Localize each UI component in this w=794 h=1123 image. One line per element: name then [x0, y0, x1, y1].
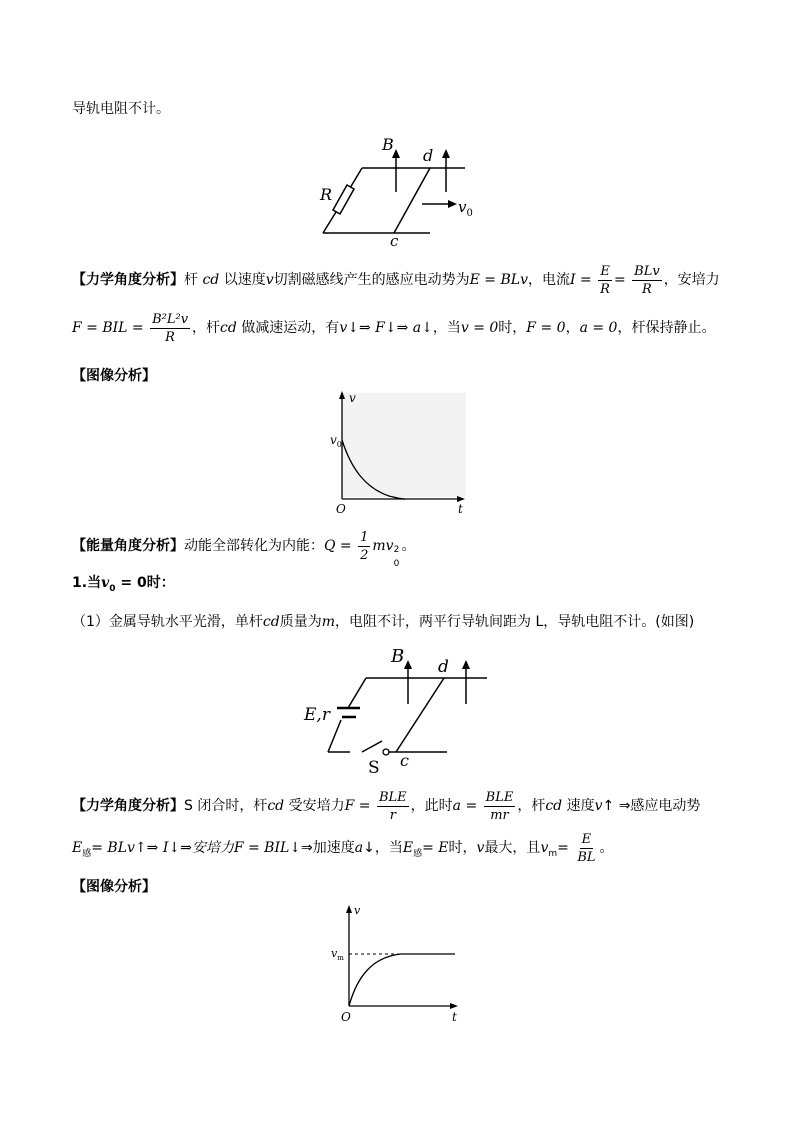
paragraph-text: 导轨电阻不计。	[72, 101, 170, 117]
axis-label-v: v	[349, 391, 356, 405]
label-v0: $v_0$	[458, 198, 473, 219]
label-r: R	[320, 185, 333, 204]
energy-analysis-line: 【能量角度分析】动能全部转化为内能：Q = $\frac{1}{2}$ mv 2 0 。	[72, 529, 416, 569]
v0-tick-label: $v_0$	[330, 433, 342, 449]
label-d: d	[423, 146, 434, 165]
mechanics-analysis-line-1: 【力学角度分析】杆 cd 以速度v切割磁感线产生的感应电动势为E = BLv，电流I = $\frac{E}{R}$ = $\frac{\text{BLv}}{R}$ ，安培力	[72, 263, 720, 297]
vm-tick-label: $v_m$	[331, 947, 344, 962]
velocity-growth-graph	[327, 902, 467, 1024]
case-heading: 1.当$v_0 = 0$时：	[72, 575, 175, 594]
velocity-decay-graph	[325, 388, 470, 516]
mechanics-analysis-line-4: $E_感=$ BLv↑⇒ I↓⇒安培力F = BIL↓⇒加速度a↓，当$E_感= E$时，v最大，且$v_m=$ $\frac{E}{BL}$ 。	[72, 831, 614, 865]
image-analysis-heading: 【图像分析】	[72, 368, 156, 384]
mechanics-analysis-line-3: 【力学角度分析】S 闭合时，杆cd 受安培力F = $\frac{\text{BLE}}{r}$ ，此时a = $\frac{\text{BLE}}{mr}$ ，杆cd 速度v↑ ⇒感应电动势	[72, 789, 701, 823]
label-d: d	[438, 657, 449, 677]
axis-label-v: v	[354, 904, 361, 917]
rail-circuit-diagram-resistor	[310, 132, 490, 250]
problem-statement: （1）金属导轨水平光滑，单杆cd质量为m，电阻不计，两平行导轨间距为 L，导轨电阻不计。(如图)	[72, 614, 695, 630]
axis-label-t: t	[458, 502, 463, 516]
label-b: B	[382, 135, 394, 154]
axis-label-t: t	[452, 1010, 457, 1024]
label-switch: S	[368, 758, 380, 778]
label-emf-resistance: E,r	[304, 705, 330, 725]
image-analysis-heading-2: 【图像分析】	[72, 879, 156, 895]
label-c: c	[390, 232, 399, 250]
rail-circuit-diagram-battery	[300, 640, 495, 778]
origin-label: O	[341, 1010, 351, 1024]
origin-label: O	[336, 502, 346, 516]
label-b: B	[391, 646, 405, 667]
label-c: c	[400, 751, 409, 770]
mechanics-analysis-line-2: F = BIL = $\frac{\text{B²L²v}}{R}$ ，杆cd 做减速运动，有v↓⇒ F↓⇒ a↓，当v = 0时，F = 0，a = 0，杆保持静止。	[72, 311, 716, 345]
